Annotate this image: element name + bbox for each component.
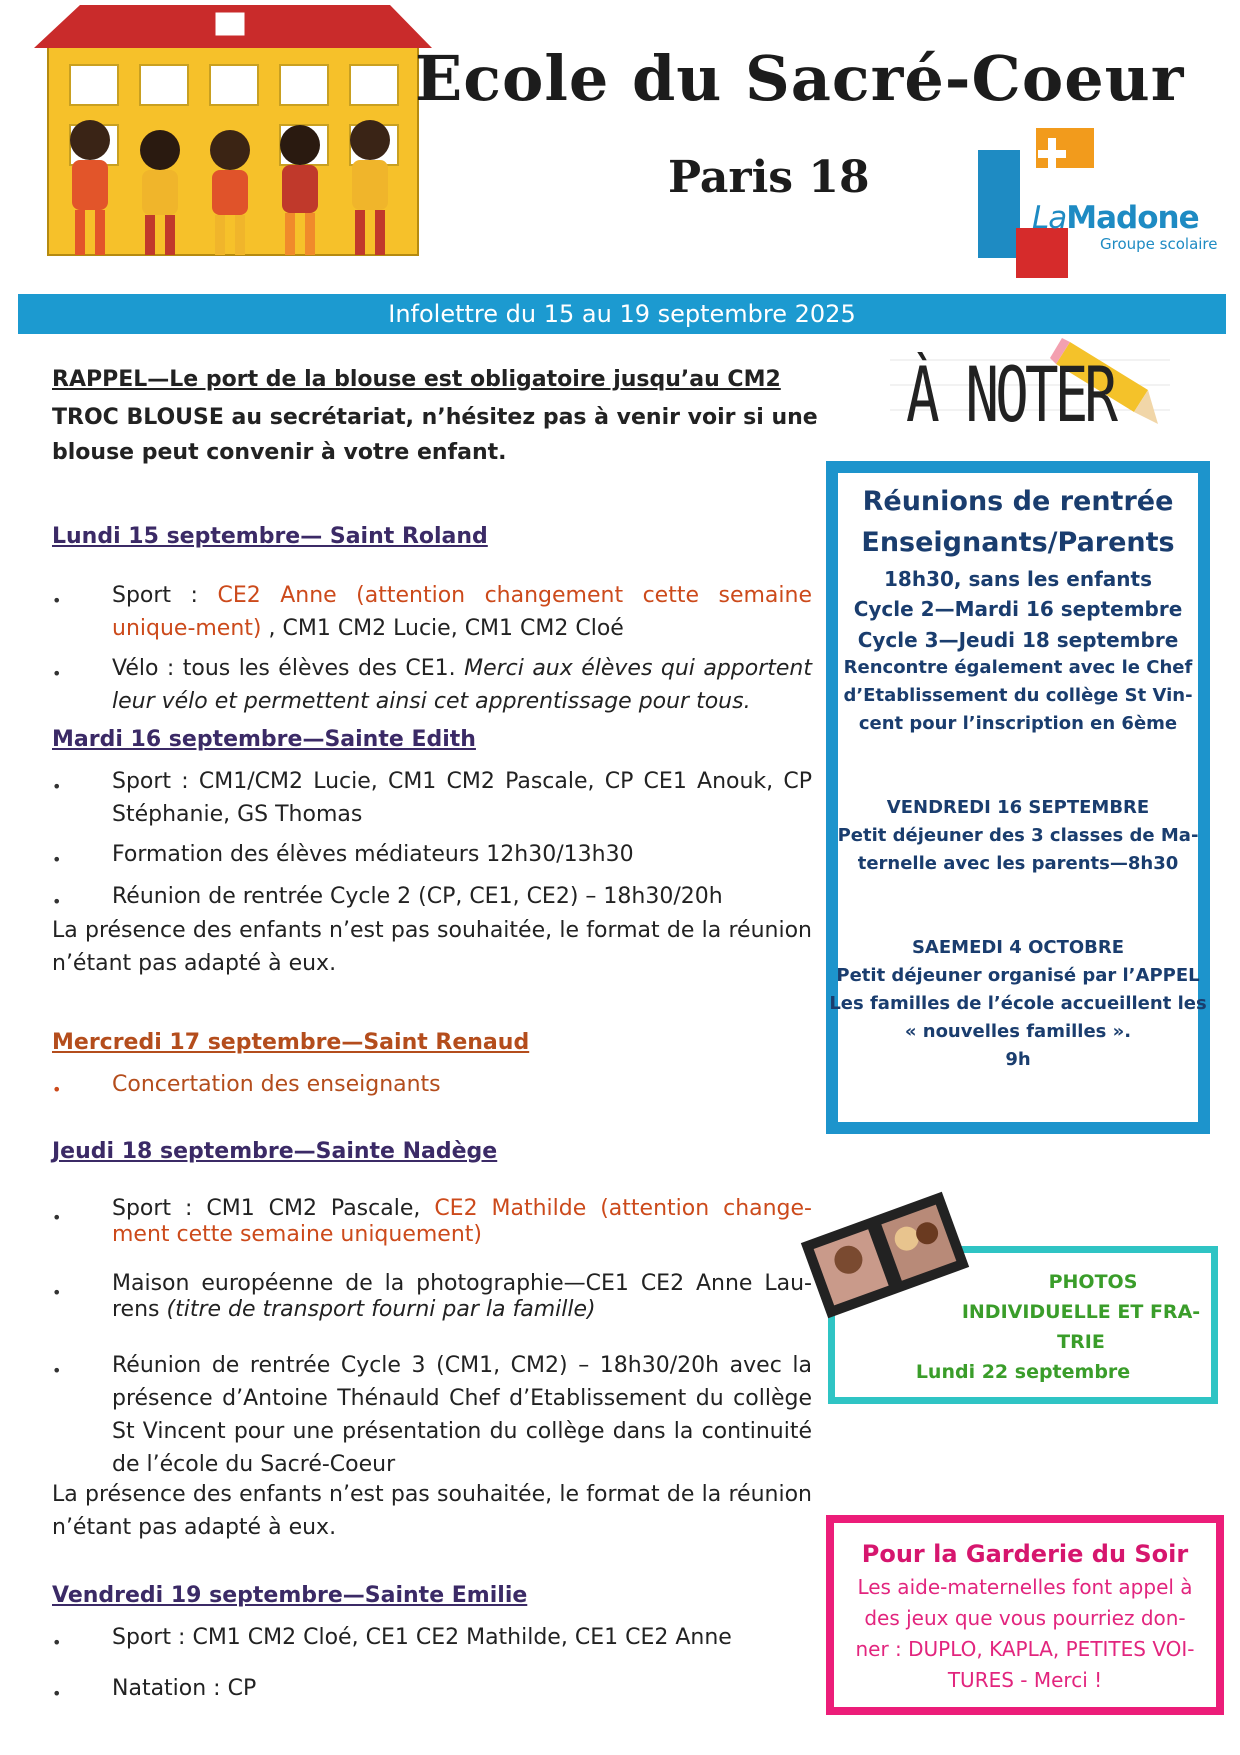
mardi-reunion: Réunion de rentrée Cycle 2 (CP, CE1, CE2) – 18h30/20h bbox=[112, 884, 723, 909]
troc-blouse-line: TROC BLOUSE au secrétariat, n’hésitez pas à venir voir si une bbox=[52, 405, 818, 430]
bullet: • bbox=[52, 1283, 62, 1302]
lundi-sport-label: Sport : bbox=[112, 583, 218, 608]
reunions-line: 18h30, sans les enfants bbox=[884, 567, 1152, 591]
bullet: • bbox=[52, 892, 62, 911]
jeudi-sport-label: Sport : CM1 CM2 Pascale, bbox=[112, 1196, 435, 1221]
vendredi-sport: Sport : CM1 CM2 Cloé, CE1 CE2 Mathilde, CE1 CE2 Anne bbox=[112, 1625, 732, 1650]
reunions-title-2: Enseignants/Parents bbox=[861, 527, 1175, 558]
jeudi-note: La présence des enfants n’est pas souhaitée, le format de la réunion n’étant pas adapté à eux. bbox=[52, 1482, 812, 1540]
garderie-line: TURES - Merci ! bbox=[947, 1668, 1103, 1692]
jeudi-mep-text: Maison européenne de la photographie—CE1 CE2 Anne Lau-rens bbox=[112, 1271, 812, 1322]
jeudi-reunion: Réunion de rentrée Cycle 3 (CM1, CM2) – 18h30/20h avec la présence d’Antoine Thénauld Chef d’Etablissement du collège St Vincent pour une présentation du collège dans la continuité de l’école du Sacré-Coeur bbox=[112, 1353, 812, 1477]
school-title: Ecole du Sacré-Coeur bbox=[415, 42, 1185, 115]
bullet: • bbox=[52, 1080, 62, 1099]
bullet: • bbox=[52, 1361, 62, 1380]
samedi-event-line: 9h bbox=[1005, 1049, 1031, 1070]
lundi-velo-text: Vélo : tous les élèves des CE1. bbox=[112, 656, 465, 681]
bullet: • bbox=[52, 850, 62, 869]
mardi-sport: Sport : CM1/CM2 Lucie, CM1 CM2 Pascale, CP CE1 Anouk, CP Stéphanie, GS Thomas bbox=[112, 769, 812, 827]
samedi-event-line: Les familles de l’école accueillent les bbox=[829, 993, 1207, 1014]
day-title-vendredi: Vendredi 19 septembre—Sainte Emilie bbox=[52, 1583, 528, 1608]
jeudi-mep-italic: (titre de transport fourni par la famille) bbox=[166, 1297, 596, 1322]
lamadone-madone: Madone bbox=[1066, 200, 1199, 236]
vendredi-natation: Natation : CP bbox=[112, 1676, 257, 1701]
bullet: • bbox=[52, 591, 62, 610]
photos-date: Lundi 22 septembre bbox=[915, 1361, 1131, 1383]
day-title-mercredi: Mercredi 17 septembre—Saint Renaud bbox=[52, 1030, 530, 1055]
photos-line: PHOTOS bbox=[1048, 1271, 1138, 1293]
samedi-event-line: « nouvelles familles ». bbox=[904, 1021, 1132, 1042]
school-illustration bbox=[20, 0, 450, 300]
bullet: • bbox=[52, 664, 62, 683]
jeudi-maison-photographie bbox=[112, 1271, 812, 1323]
lamadone-name bbox=[1032, 200, 1199, 236]
day-title-lundi: Lundi 15 septembre— Saint Roland bbox=[52, 524, 488, 549]
lundi-velo bbox=[112, 652, 812, 718]
reunions-title-1: Réunions de rentrée bbox=[862, 486, 1174, 517]
school-subtitle: Paris 18 bbox=[668, 152, 870, 203]
garderie-line: ner : DUPLO, KAPLA, PETITES VOI- bbox=[855, 1637, 1195, 1661]
reunions-line: d’Etablissement du collège St Vin- bbox=[843, 685, 1193, 706]
vendredi-event-title: VENDREDI 16 SEPTEMBRE bbox=[886, 797, 1150, 818]
lundi-sport bbox=[112, 579, 812, 645]
newsletter-banner: Infolettre du 15 au 19 septembre 2025 bbox=[18, 294, 1226, 334]
mardi-note: La présence des enfants n’est pas souhaitée, le format de la réunion n’étant pas adapté à eux. bbox=[52, 918, 812, 976]
garderie-line: des jeux que vous pourriez don- bbox=[864, 1606, 1186, 1630]
lamadone-subtitle: Groupe scolaire bbox=[1100, 235, 1218, 253]
bullet: • bbox=[52, 1633, 62, 1652]
mercredi-concertation: Concertation des enseignants bbox=[112, 1072, 441, 1097]
bullet: • bbox=[52, 1208, 62, 1227]
vendredi-event-line: ternelle avec les parents—8h30 bbox=[857, 853, 1179, 874]
lundi-sport-orange: CE2 Anne (attention changement cette semaine unique-ment) bbox=[112, 583, 812, 641]
lundi-sport-rest: , CM1 CM2 Lucie, CM1 CM2 Cloé bbox=[261, 616, 624, 641]
lamadone-la: La bbox=[1032, 200, 1067, 236]
garderie-title: Pour la Garderie du Soir bbox=[861, 1540, 1189, 1568]
reunions-line: Cycle 2—Mardi 16 septembre bbox=[853, 597, 1183, 621]
samedi-event-title: SAEMEDI 4 OCTOBRE bbox=[911, 937, 1125, 958]
mardi-formation: Formation des élèves médiateurs 12h30/13h30 bbox=[112, 842, 634, 867]
rappel-line: RAPPEL—Le port de la blouse est obligatoire jusqu’au CM2 bbox=[52, 367, 781, 392]
reunions-line: cent pour l’inscription en 6ème bbox=[858, 713, 1178, 734]
photos-line: INDIVIDUELLE ET FRA- bbox=[961, 1301, 1201, 1323]
photos-line: TRIE bbox=[1057, 1331, 1105, 1353]
bullet: • bbox=[52, 777, 62, 796]
garderie-line: Les aide-maternelles font appel à bbox=[857, 1575, 1193, 1599]
reunions-line: Cycle 3—Jeudi 18 septembre bbox=[857, 628, 1179, 652]
day-title-mardi: Mardi 16 septembre—Sainte Edith bbox=[52, 727, 476, 752]
a-noter-label: À NOTER bbox=[906, 352, 1115, 440]
day-title-jeudi: Jeudi 18 septembre—Sainte Nadège bbox=[52, 1139, 498, 1164]
jeudi-sport-orange: CE2 Mathilde (attention change-ment cette semaine uniquement) bbox=[112, 1196, 812, 1247]
troc-blouse-line-2: blouse peut convenir à votre enfant. bbox=[52, 440, 507, 465]
bullet: • bbox=[52, 1684, 62, 1703]
samedi-event-line: Petit déjeuner organisé par l’APPEL bbox=[836, 965, 1200, 986]
vendredi-event-line: Petit déjeuner des 3 classes de Ma- bbox=[837, 825, 1199, 846]
reunions-line: Rencontre également avec le Chef bbox=[843, 657, 1193, 678]
jeudi-sport bbox=[112, 1196, 812, 1248]
lundi-velo-italic: Merci aux élèves qui apportent leur vélo et permettent ainsi cet apprentissage pour tous. bbox=[112, 656, 813, 714]
